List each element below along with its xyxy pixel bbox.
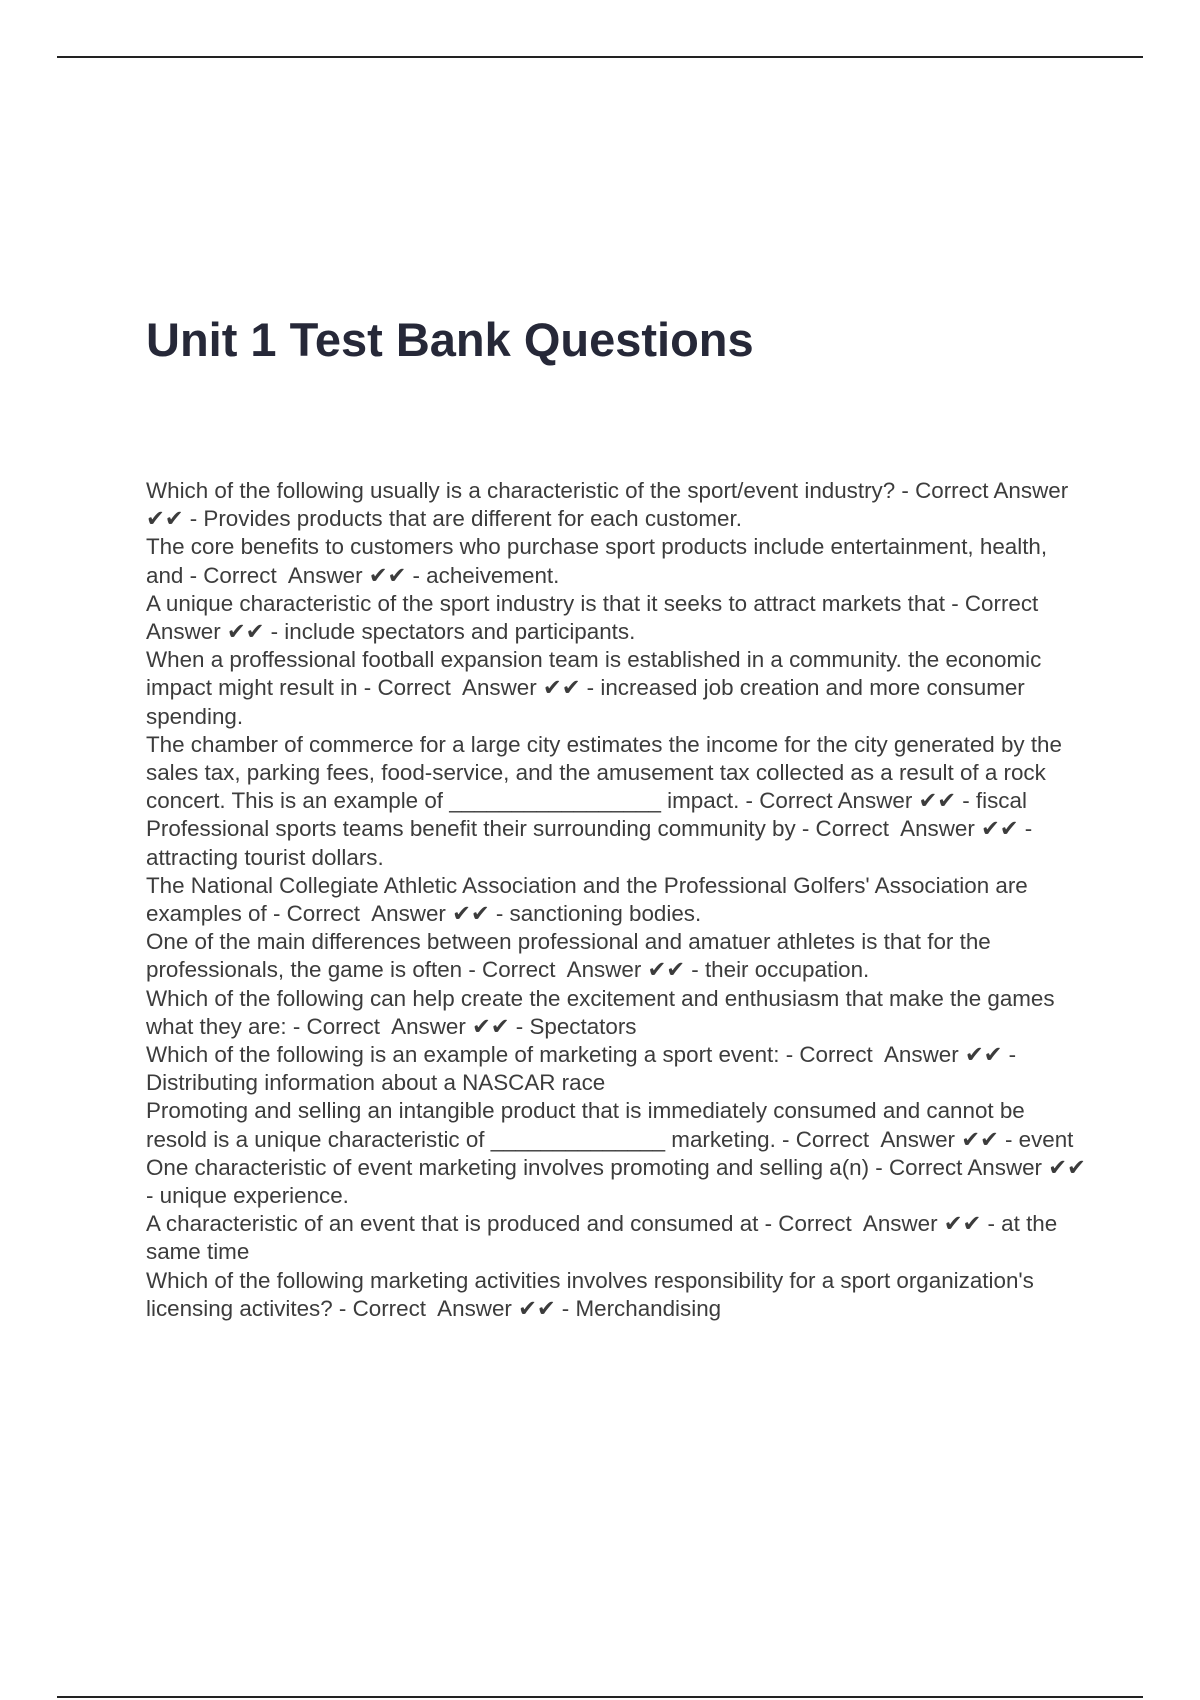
- qa-item: A unique characteristic of the sport industry is that it seeks to attract markets that - Correct Answer ✔✔ - include spectators and participants.: [146, 590, 1050, 645]
- bottom-rule: [57, 1696, 1143, 1698]
- document-title: Unit 1 Test Bank Questions: [146, 313, 754, 366]
- qa-item: One characteristic of event marketing involves promoting and selling a(n) - Correct Answer ✔✔ - unique experience.: [146, 1154, 1092, 1209]
- qa-item: Promoting and selling an intangible product that is immediately consumed and cannot be resold is a unique characteristic of ______________ marketing. - Correct Answer ✔✔ - event: [146, 1098, 1074, 1152]
- qa-item: When a proffessional football expansion team is established in a community. the economic impact might result in - Correct Answer ✔✔ - increased job creation and more consumer spending.: [146, 647, 1048, 729]
- qa-item: A characteristic of an event that is produced and consumed at - Correct Answer ✔✔ - at the same time: [146, 1211, 1064, 1265]
- qa-item: The core benefits to customers who purchase sport products include entertainment, health, and - Correct Answer ✔✔ - acheivement.: [146, 534, 1054, 588]
- qa-item: Professional sports teams benefit their surrounding community by - Correct Answer ✔✔ - attracting tourist dollars.: [146, 816, 1039, 870]
- qa-item: Which of the following usually is a characteristic of the sport/event industry? - Correct Answer ✔✔ - Provides products that are different for each customer.: [146, 478, 1075, 532]
- qa-item: Which of the following is an example of marketing a sport event: - Correct Answer ✔✔ - Distributing information about a NASCAR race: [146, 1042, 1023, 1096]
- qa-item: Which of the following can help create the excitement and enthusiasm that make the games what they are: - Correct Answer ✔✔ - Spectators: [146, 985, 1061, 1039]
- qa-item: Which of the following marketing activities involves responsibility for a sport organization's licensing activites? - Correct Answer ✔✔ - Merchandising: [146, 1267, 1041, 1321]
- qa-item: The National Collegiate Athletic Association and the Professional Golfers' Association are examples of - Correct Answer ✔✔ - sanctioning bodies.: [146, 872, 1034, 927]
- qa-item: One of the main differences between professional and amatuer athletes is that for the professionals, the game is often - Correct Answer ✔✔ - their occupation.: [146, 929, 997, 983]
- qa-item: The chamber of commerce for a large city estimates the income for the city generated by the sales tax, parking fees, food-service, and the amusement tax collected as a result of a rock concert. This is an example of _________________ impact. - Correct Answer ✔✔ - fiscal: [146, 731, 1069, 814]
- top-rule: [57, 56, 1143, 58]
- question-answer-list: [146, 477, 1092, 1323]
